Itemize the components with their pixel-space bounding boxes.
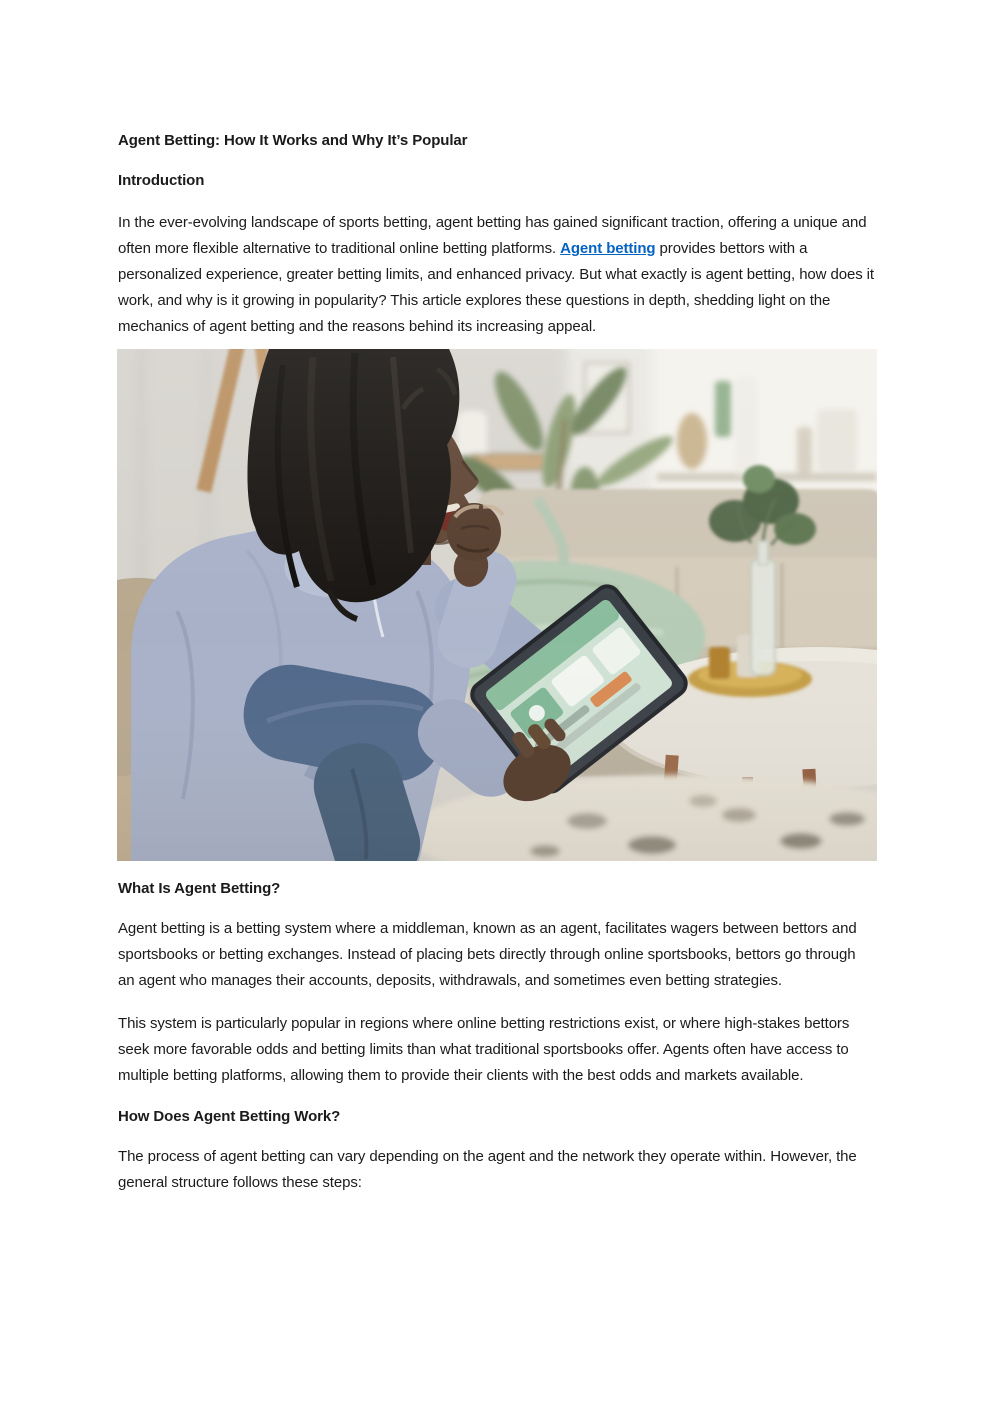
section-heading-what-is-agent-betting: What Is Agent Betting?: [118, 880, 281, 897]
article-title: Agent Betting: How It Works and Why It’s Popular: [118, 132, 468, 149]
agent-betting-link[interactable]: Agent betting: [560, 240, 656, 257]
photo-illustration: [117, 349, 877, 861]
how-it-works-paragraph: The process of agent betting can vary depending on the agent and the network they operate within. However, the general structure follows these steps:: [118, 1148, 857, 1191]
intro-paragraph: [118, 210, 876, 340]
article-body: [118, 131, 876, 1196]
section-heading-how-does-it-work: How Does Agent Betting Work?: [118, 1108, 341, 1125]
what-is-paragraph-1: Agent betting is a betting system where a middleman, known as an agent, facilitates wagers between bettors and sportsbooks or betting exchanges. Instead of placing bets directly through online sportsbooks, bettors go through an agent who manages their accounts, deposits, withdrawals, and sometimes even betting strategies.: [118, 920, 857, 989]
article-photo: [117, 349, 877, 861]
intro-text-before-link: In the ever-evolving landscape of sports betting, agent betting has gained significant traction, offering a unique and often more flexible alternative to traditional online betting platforms.: [118, 214, 867, 257]
section-heading-introduction: Introduction: [118, 172, 205, 189]
intro-text-after-link: provides bettors with a personalized experience, greater betting limits, and enhanced privacy. But what exactly is agent betting, how does it work, and why is it growing in popularity? This article explores these questions in depth, shedding light on the mechanics of agent betting and the reasons behind its increasing appeal.: [118, 240, 874, 335]
what-is-paragraph-2: This system is particularly popular in regions where online betting restrictions exist, or where high-stakes bettors seek more favorable odds and betting limits than what traditional sportsbooks offer. Agents often have access to multiple betting platforms, allowing them to provide their clients with the best odds and markets available.: [118, 1015, 850, 1084]
